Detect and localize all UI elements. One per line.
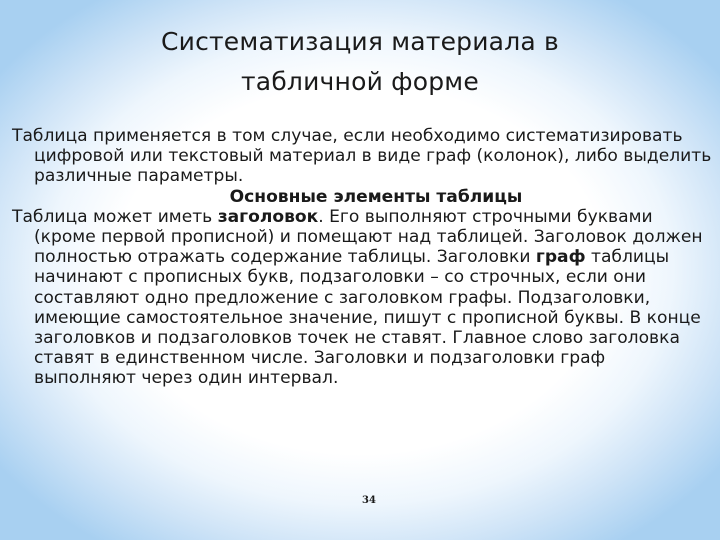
slide-title-line-2: табличной форме xyxy=(241,67,479,96)
bold-term-columns: граф xyxy=(535,247,586,268)
body-text-part-3: таблицы начинают с прописных букв, подзаголовки – со строчных, если они составляют одно предложение с заголовком графы. Подзаголовки, имеющие самостоятельное значение, пишут с прописной буквы. В конце заголовков и подзаголовков точек не ставят. Главное слово заголовка ставят в единственном числе. Заголовки и подзаголовки граф выполняют через один интервал. xyxy=(34,247,701,389)
body-text-part-1: Таблица может иметь xyxy=(12,206,218,227)
page-number: 34 xyxy=(362,495,376,506)
slide-body xyxy=(12,126,712,389)
section-subheading: Основные элементы таблицы xyxy=(229,186,523,207)
body-text-part-2: . Его выполняют строчными буквами (кроме первой прописной) и помещают над таблицей. Заголовок должен полностью отражать содержание таблицы. Заголовки xyxy=(34,206,703,268)
slide-title xyxy=(80,22,640,102)
slide-title-line-1: Систематизация материала в xyxy=(161,27,559,56)
intro-paragraph: Таблица применяется в том случае, если необходимо систематизировать цифровой или текстовый материал в виде граф (колонок), либо выделить различные параметры. xyxy=(12,126,712,187)
table-elements-paragraph xyxy=(12,207,712,389)
bold-term-heading: заголовок xyxy=(217,206,319,227)
